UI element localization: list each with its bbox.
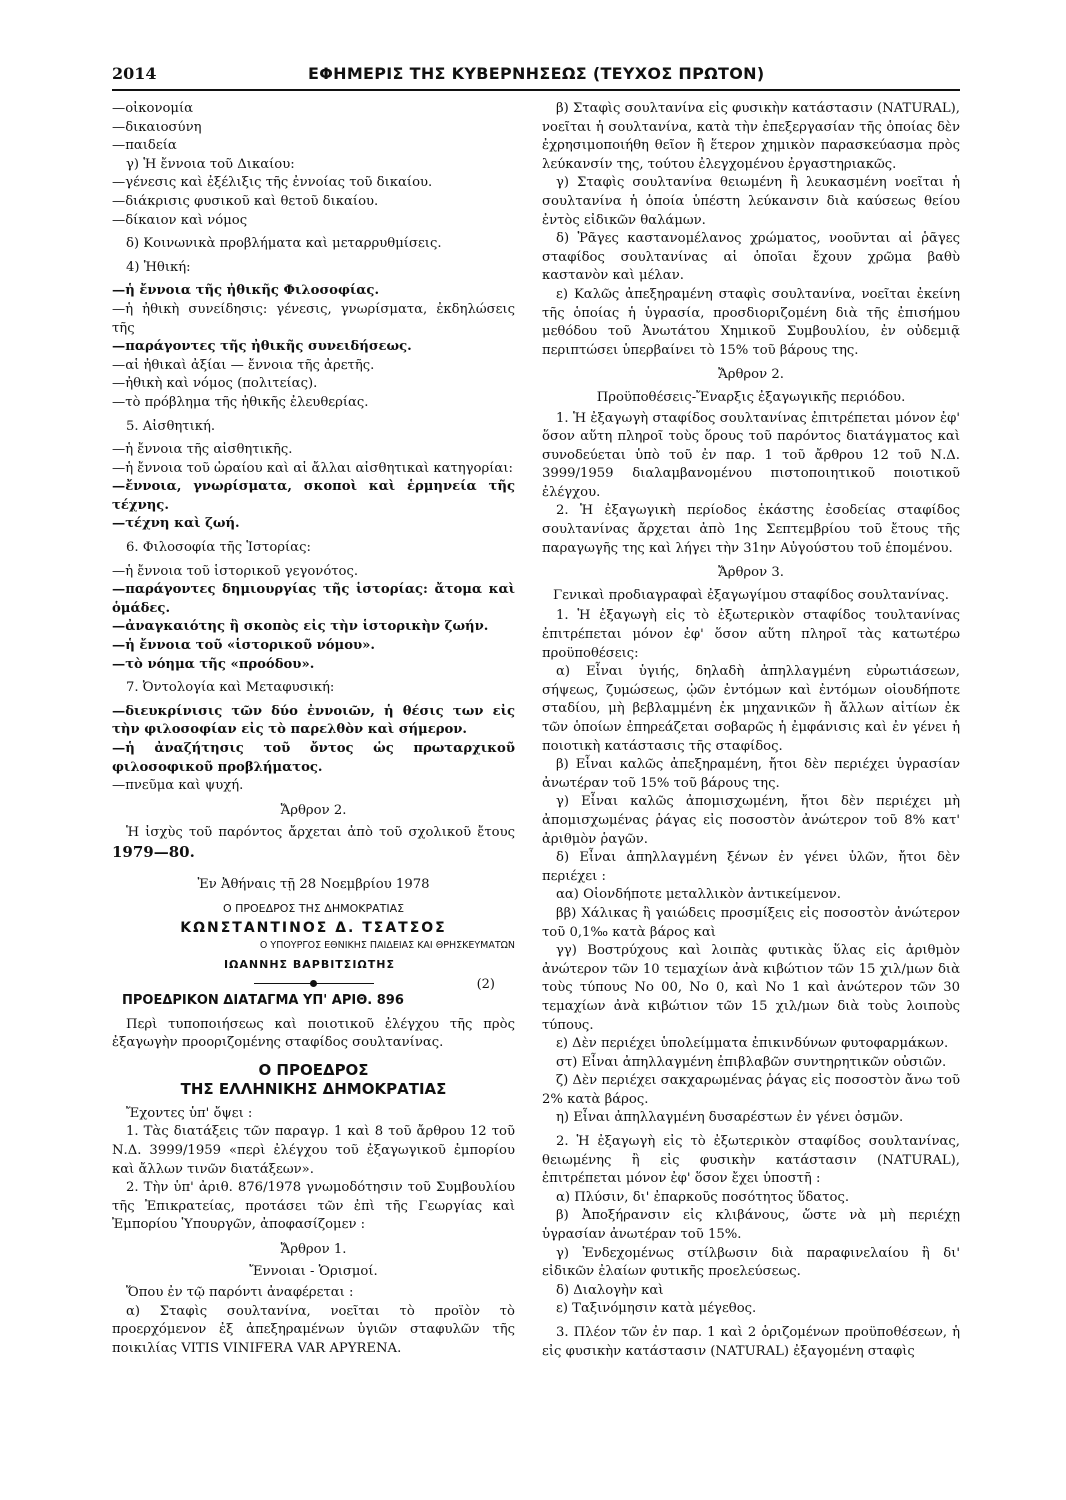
gazette-title: ΕΦΗΜΕΡΙΣ ΤΗΣ ΚΥΒΕΡΝΗΣΕΩΣ (ΤΕΥΧΟΣ ΠΡΩΤΟΝ): [308, 64, 765, 83]
paragraph: α) Εἶναι ὑγιής, δηλαδὴ ἀπηλλαγμένη εὐρωτιάσεων, σήψεως, ζυμώσεως, ᾠῶν ἐντόμων καὶ ἐντόμων οἱουδήποτε σταδίου, μὴ βεβλαμμένη ἐκ μηχανικῶν ἢ ἄλλων αἰτίων ἐκ τῶν ὁποίων ἐπηρεάζεται σοβαρῶς ἡ ἐμφάνισις καὶ ἐν γένει ἡ ποιοτικὴ κατάστασις τῆς σταφίδος.: [542, 664, 960, 754]
paragraph: β) Σταφὶς σουλτανίνα εἰς φυσικὴν κατάστασιν (NATURAL), νοεῖται ἡ σουλτανίνα, κατὰ τὴν ἐπεξεργασίαν τῆς ὁποίας δὲν ἐχρησιμοποιήθη θεῖον ἢ ἕτερον χημικὸν παρασκεύασμα πρὸς λεύκανσίν της, τούτου ἐλεγχομένου ἐργαστηριακῶς.: [542, 101, 960, 172]
president-heading: [112, 1061, 515, 1099]
paragraph: ββ) Χάλικας ἢ γαιώδεις προσμίξεις εἰς ποσοστὸν ἀνώτερον τοῦ 0,1‰ κατὰ βάρος καὶ: [542, 905, 960, 940]
article-title: Γενικαὶ προδιαγραφαὶ ἐξαγωγίμου σταφίδος σουλτανίνας.: [552, 587, 950, 603]
signatory-name: ΚΩΝΣΤΑΝΤΙΝΟΣ Δ. ΤΣΑΤΣΟΣ: [180, 919, 447, 936]
list-item: —αἱ ἠθικαὶ ἀξίαι — ἔννοια τῆς ἀρετῆς.: [112, 357, 375, 373]
paragraph: η) Εἶναι ἀπηλλαγμένη δυσαρέστων ἐν γένει ὀσμῶν.: [556, 1110, 904, 1126]
header-rule: [112, 89, 960, 91]
list-item: —ἡ ἔννοια τοῦ ὡραίου καὶ αἱ ἄλλαι αἰσθητικαὶ κατηγορίαι:: [112, 460, 513, 476]
list-item: —ἡ ἔννοια τοῦ «ἱστορικοῦ νόμου».: [112, 638, 375, 654]
list-item: —οἰκονομία: [112, 101, 194, 116]
article-title: Ἔννοιαι - Ὁρισμοί.: [249, 1264, 378, 1280]
signatory-title: Ο ΥΠΟΥΡΓΟΣ ΕΘΝΙΚΗΣ ΠΑΙΔΕΙΑΣ ΚΑΙ ΘΡΗΣΚΕΥΜΑΤΩΝ: [259, 940, 515, 952]
paragraph: 1. Τὰς διατάξεις τῶν παραγρ. 1 καὶ 8 τοῦ ἄρθρου 12 τοῦ Ν.Δ. 3999/1959 «περὶ ἐλέγχου τοῦ ἐξαγωγικοῦ ἐμπορίου καὶ ἄλλων τινῶν διατάξεων».: [112, 1124, 515, 1177]
section-heading: 7. Ὀντολογία καὶ Μεταφυσική:: [126, 680, 335, 696]
paragraph: β) Εἶναι καλῶς ἀπεξηραμένη, ἤτοι δὲν περιέχει ὑγρασίαν ἀνωτέραν τοῦ 15% τοῦ βάρους της.: [542, 757, 960, 791]
paragraph: α) Πλύσιν, δι' ἐπαρκοῦς ποσότητος ὕδατος.: [556, 1189, 850, 1205]
signatory-name: ΙΩΑΝΝΗΣ ΒΑΡΒΙΤΣΙΩΤΗΣ: [223, 957, 395, 971]
left-column: [112, 100, 515, 1358]
signatory-title: Ο ΠΡΟΕΔΡΟΣ ΤΗΣ ΔΗΜΟΚΡΑΤΙΑΣ: [222, 902, 405, 916]
paragraph: ε) Δὲν περιέχει ὑπολείμματα ἐπικινδύνων φυτοφαρμάκων.: [556, 1036, 949, 1052]
paragraph: δ) Εἶναι ἀπηλλαγμένη ξένων ἐν γένει ὑλῶν, ἤτοι δὲν περιέχει :: [542, 850, 960, 884]
paragraph-text: Ἡ ἰσχὺς τοῦ παρόντος ἄρχεται ἀπὸ τοῦ σχολικοῦ ἔτους: [126, 825, 515, 841]
paragraph: ε) Καλῶς ἀπεξηραμένη σταφὶς σουλτανίνα, νοεῖται ἐκείνη τῆς ὁποίας ἡ ὑγρασία, προσδιοριζομένη διὰ τῆς ἐπισήμου μεθόδου τοῦ Ἀνωτάτου Χημικοῦ Συμβουλίου, ἐν οὐδεμιᾷ περιπτώσει ὑπερβαίνει τὸ 15% τοῦ βάρους της.: [542, 286, 960, 358]
list-item: —ἡ ἔννοια τοῦ ἱστορικοῦ γεγονότος.: [112, 563, 359, 579]
paragraph: στ) Εἶναι ἀπηλλαγμένη ἐπιβλαβῶν συντηρητικῶν οὐσιῶν.: [556, 1054, 947, 1070]
list-item: —παράγοντες δημιουργίας τῆς ἱστορίας: ἄτομα καὶ ὁμάδες.: [112, 582, 515, 616]
paragraph: γγ) Βοστρύχους καὶ λοιπὰς φυτικὰς ὕλας εἰς ἀριθμὸν ἀνώτερον τῶν 10 τεμαχίων ἀνὰ κιβώτιον τῶν 15 χιλ/μων διὰ τοὺς τύπους Νο 00, Νο 0, καὶ Νο 1 καὶ ἀνώτερον τῶν 30 τεμαχίων ἀνὰ κιβώτιον τῶν 15 χιλ/μων διὰ τοὺς λοιποὺς τύπους.: [542, 943, 960, 1033]
list-item: —δικαιοσύνη: [112, 119, 202, 135]
list-item: —ἔννοια, γνωρίσματα, σκοποὶ καὶ ἑρμηνεία τῆς τέχνης.: [112, 479, 515, 513]
list-item: —διευκρίνισις τῶν δύο ἐννοιῶν, ἡ θέσις των εἰς τὴν φιλοσοφίαν εἰς τὸ παρελθὸν καὶ σήμερον.: [112, 703, 515, 738]
paragraph: α) Σταφὶς σουλτανίνα, νοεῖται τὸ προϊὸν τὸ προερχόμενον ἐξ ἀπεξηραμένων ὑγιῶν σταφυλῶν τῆς ποικιλίας VITIS VINIFERA VAR APYRENA.: [112, 1303, 515, 1356]
list-item: —ἠθικὴ καὶ νόμος (πολιτείας).: [112, 376, 318, 392]
article-heading: Ἄρθρον 2.: [718, 367, 784, 383]
list-item: —παράγοντες τῆς ἠθικῆς συνειδήσεως.: [112, 339, 412, 355]
list-item: δ) Κοινωνικὰ προβλήματα καὶ μεταρρυθμίσεις.: [126, 236, 442, 252]
paragraph: β) Ἀποξήρανσιν εἰς κλιβάνους, ὥστε νὰ μὴ περιέχῃ ὑγρασίαν ἀνωτέραν τοῦ 15%.: [542, 1208, 960, 1243]
paragraph: γ) Σταφὶς σουλτανίνα θειωμένη ἢ λευκασμένη νοεῖται ἡ σουλτανίνα ἡ ὁποία ὑπέστη λεύκανσιν διὰ καύσεως θείου ἐντὸς εἰδικῶν θαλάμων.: [542, 175, 960, 228]
paragraph: αα) Οἱονδήποτε μεταλλικὸν ἀντικείμενον.: [556, 887, 841, 903]
president-line: ΤΗΣ ΕΛΛΗΝΙΚΗΣ ΔΗΜΟΚΡΑΤΙΑΣ: [180, 1079, 447, 1098]
list-item: —ἀναγκαιότης ἢ σκοπὸς εἰς τὴν ἱστορικὴν ζωήν.: [112, 619, 489, 635]
article-title: Προϋποθέσεις-Ἔναρξις ἐξαγωγικῆς περιόδου.: [596, 389, 906, 405]
paragraph: Ὅπου ἐν τῷ παρόντι ἀναφέρεται :: [126, 1285, 354, 1301]
president-line: Ο ΠΡΟΕΔΡΟΣ: [258, 1060, 369, 1079]
place-date: Ἐν Ἀθήναις τῇ 28 Νοεμβρίου 1978: [197, 876, 430, 892]
paragraph: δ) Διαλογὴν καὶ: [556, 1282, 664, 1298]
paragraph: 2. Ἡ ἐξαγωγὴ εἰς τὸ ἐξωτερικὸν σταφίδος σουλτανίνας, θειωμένης ἢ εἰς φυσικὴν κατάστασιν (NATURAL), ἐπιτρέπεται μόνον ἐφ' ὅσον ἔχει ὑποστῆ :: [542, 1134, 960, 1187]
list-item: —τὸ νόημα τῆς «προόδου».: [112, 656, 315, 672]
section-heading: 5. Αἰσθητική.: [126, 418, 216, 434]
list-item: —πνεῦμα καὶ ψυχή.: [112, 778, 244, 794]
decree-number-note: (2): [476, 976, 495, 992]
paragraph: 1. Ἡ ἐξαγωγὴ εἰς τὸ ἐξωτερικὸν σταφίδος τουλτανίνας ἐπιτρέπεται μόνον ἐφ' ὅσον αὕτη πληροῖ τὰς κατωτέρω προϋποθέσεις:: [542, 608, 960, 661]
decree-header: [112, 976, 515, 1010]
paragraph: δ) Ῥᾶγες καστανομέλανος χρώματος, νοοῦνται αἱ ῥᾶγες σταφίδος σουλτανίνας αἱ ὁποῖαι ἔχουν χρῶμα βαθὺ καστανὸν καὶ μέλαν.: [542, 231, 960, 284]
paragraph: ζ) Δὲν περιέχει σακχαρωμένας ῥάγας εἰς ποσοστὸν ἄνω τοῦ 2% κατὰ βάρος.: [542, 1073, 960, 1107]
article-heading: Ἄρθρον 1.: [280, 1241, 347, 1257]
list-item: —ἡ ἠθικὴ συνείδησις: γένεσις, γνωρίσματα, ἐκδηλώσεις τῆς: [112, 301, 515, 336]
list-item: —ἡ ἔννοια τῆς ἠθικῆς Φιλοσοφίας.: [112, 283, 380, 299]
paragraph: [112, 824, 515, 863]
list-item: γ) Ἡ ἔννοια τοῦ Δικαίου:: [126, 156, 295, 172]
separator: [254, 983, 374, 984]
school-year: 1979—80.: [112, 842, 195, 861]
list-item: —τέχνη καὶ ζωή.: [112, 516, 240, 532]
page-number: 2014: [112, 64, 157, 83]
list-item: —δίκαιον καὶ νόμος: [112, 212, 248, 228]
section-heading: 4) Ἠθική:: [126, 259, 191, 275]
list-item: —ἡ ἀναζήτησις τοῦ ὄντος ὡς πρωταρχικοῦ φιλοσοφικοῦ προβλήματος.: [112, 741, 515, 775]
right-column: [542, 100, 960, 1361]
decree-title: ΠΡΟΕΔΡΙΚΟΝ ΔΙΑΤΑΓΜΑ ΥΠ' ΑΡΙΘ. 896: [122, 992, 404, 1008]
list-item: —τὸ πρόβλημα τῆς ἠθικῆς ἐλευθερίας.: [112, 394, 369, 410]
paragraph: ε) Ταξινόμησιν κατὰ μέγεθος.: [556, 1301, 757, 1317]
paragraph: Ἔχοντες ὑπ' ὄψει :: [126, 1105, 253, 1121]
article-heading: Ἄρθρον 3.: [718, 565, 784, 581]
separator-dot: [310, 980, 317, 987]
paragraph: 3. Πλέον τῶν ἐν παρ. 1 καὶ 2 ὁριζομένων προϋποθέσεων, ἡ εἰς φυσικὴν κατάστασιν (NATURAL) ἐξαγομένη σταφὶς: [542, 1325, 960, 1359]
list-item: —γένεσις καὶ ἐξέλιξις τῆς ἐννοίας τοῦ δικαίου.: [112, 175, 433, 191]
list-item: —παιδεία: [112, 138, 177, 154]
paragraph: 1. Ἡ ἐξαγωγὴ σταφίδος σουλτανίνας ἐπιτρέπεται μόνον ἐφ' ὅσον αὕτη πληροῖ τοὺς ὅρους τοῦ παρόντος διατάγματος καὶ συνοδεύεται ὑπὸ τοῦ ἐν παρ. 1 τοῦ ἄρθρου 12 τοῦ Ν.Δ. 3999/1959 διαλαμβανομένου πιστοποιητικοῦ ποιοτικοῦ ἐλέγχου.: [542, 410, 960, 500]
paragraph: 2. Ἡ ἐξαγωγικὴ περίοδος ἑκάστης ἐσοδείας σταφίδος σουλτανίνας ἄρχεται ἀπὸ 1ης Σεπτεμβρίου τοῦ ἔτους τῆς παραγωγῆς της καὶ λήγει τὴν 31ην Αὐγούστου τοῦ ἑπομένου.: [542, 503, 960, 556]
paragraph: γ) Ἐνδεχομένως στίλβωσιν διὰ παραφινελαίου ἢ δι' εἰδικῶν ἐλαίων φυτικῆς προελεύσεως.: [542, 1245, 960, 1280]
section-heading: 6. Φιλοσοφία τῆς Ἱστορίας:: [126, 540, 311, 556]
paragraph: γ) Εἶναι καλῶς ἀπομισχωμένη, ἤτοι δὲν περιέχει μὴ ἀπομισχωμένας ῥάγας εἰς ποσοστὸν ἀνώτερον τοῦ 8% κατ' ἀριθμὸν ῥαγῶν.: [542, 794, 960, 847]
decree-subject: Περὶ τυποποιήσεως καὶ ποιοτικοῦ ἐλέγχου τῆς πρὸς ἐξαγωγὴν προοριζομένης σταφίδος σουλτανίνας.: [112, 1016, 515, 1051]
paragraph: 2. Τὴν ὑπ' ἀριθ. 876/1978 γνωμοδότησιν τοῦ Συμβουλίου τῆς Ἐπικρατείας, προτάσει τῶν ἐπὶ τῆς Γεωργίας καὶ Ἐμπορίου Ὑπουργῶν, ἀποφασίζομεν :: [112, 1180, 515, 1233]
list-item: —ἡ ἔννοια τῆς αἰσθητικῆς.: [112, 442, 293, 458]
list-item: —διάκρισις φυσικοῦ καὶ θετοῦ δικαίου.: [112, 193, 379, 209]
article-heading: Ἄρθρον 2.: [280, 802, 347, 818]
page-header: [112, 62, 960, 88]
